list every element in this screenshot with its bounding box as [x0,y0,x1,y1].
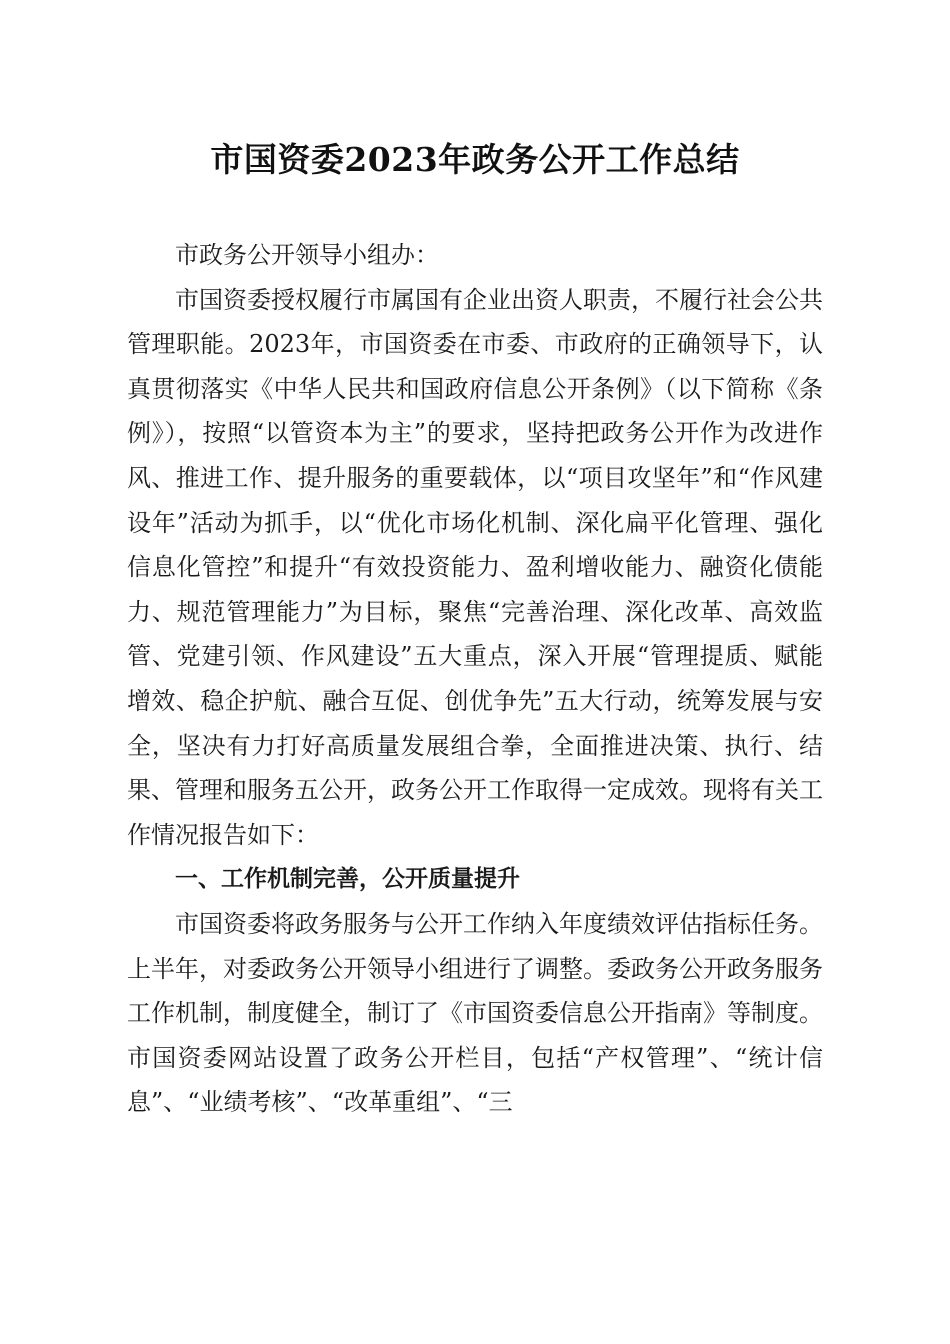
section-paragraph: 市国资委将政务服务与公开工作纳入年度绩效评估指标任务。上半年，对委政务公开领导小组进行了调整。委政务公开政务服务工作机制，制度健全，制订了《市国资委信息公开指南》等制度。市国资委网站设置了政务公开栏目，包括“产权管理”、“统计信息”、“业绩考核”、“改革重组”、“三 [127,909,823,1117]
salutation: 市政务公开领导小组办： [175,241,439,269]
document-body [127,233,823,1125]
section-heading: 一、工作机制完善，公开质量提升 [175,866,520,893]
document-title: 市国资委2023年政务公开工作总结 [210,140,740,179]
intro-paragraph: 市国资委授权履行市属国有企业出资人职责，不履行社会公共管理职能。2023年，市国资委在市委、市政府的正确领导下，认真贯彻落实《中华人民共和国政府信息公开条例》（以下简称《条例》），按照“以管资本为主”的要求，坚持把政务公开作为改进作风、推进工作、提升服务的重要载体，以“项目攻坚年”和“作风建设年”活动为抓手，以“优化市场化机制、深化扁平化管理、强化信息化管控”和提升“有效投资能力、盈利增收能力、融资化债能力、规范管理能力”为目标，聚焦“完善治理、深化改革、高效监管、党建引领、作风建设”五大重点，深入开展“管理提质、赋能增效、稳企护航、融合互促、创优争先”五大行动，统筹发展与安全，坚决有力打好高质量发展组合拳，全面推进决策、执行、结果、管理和服务五公开，政务公开工作取得一定成效。现将有关工作情况报告如下： [127,285,823,849]
